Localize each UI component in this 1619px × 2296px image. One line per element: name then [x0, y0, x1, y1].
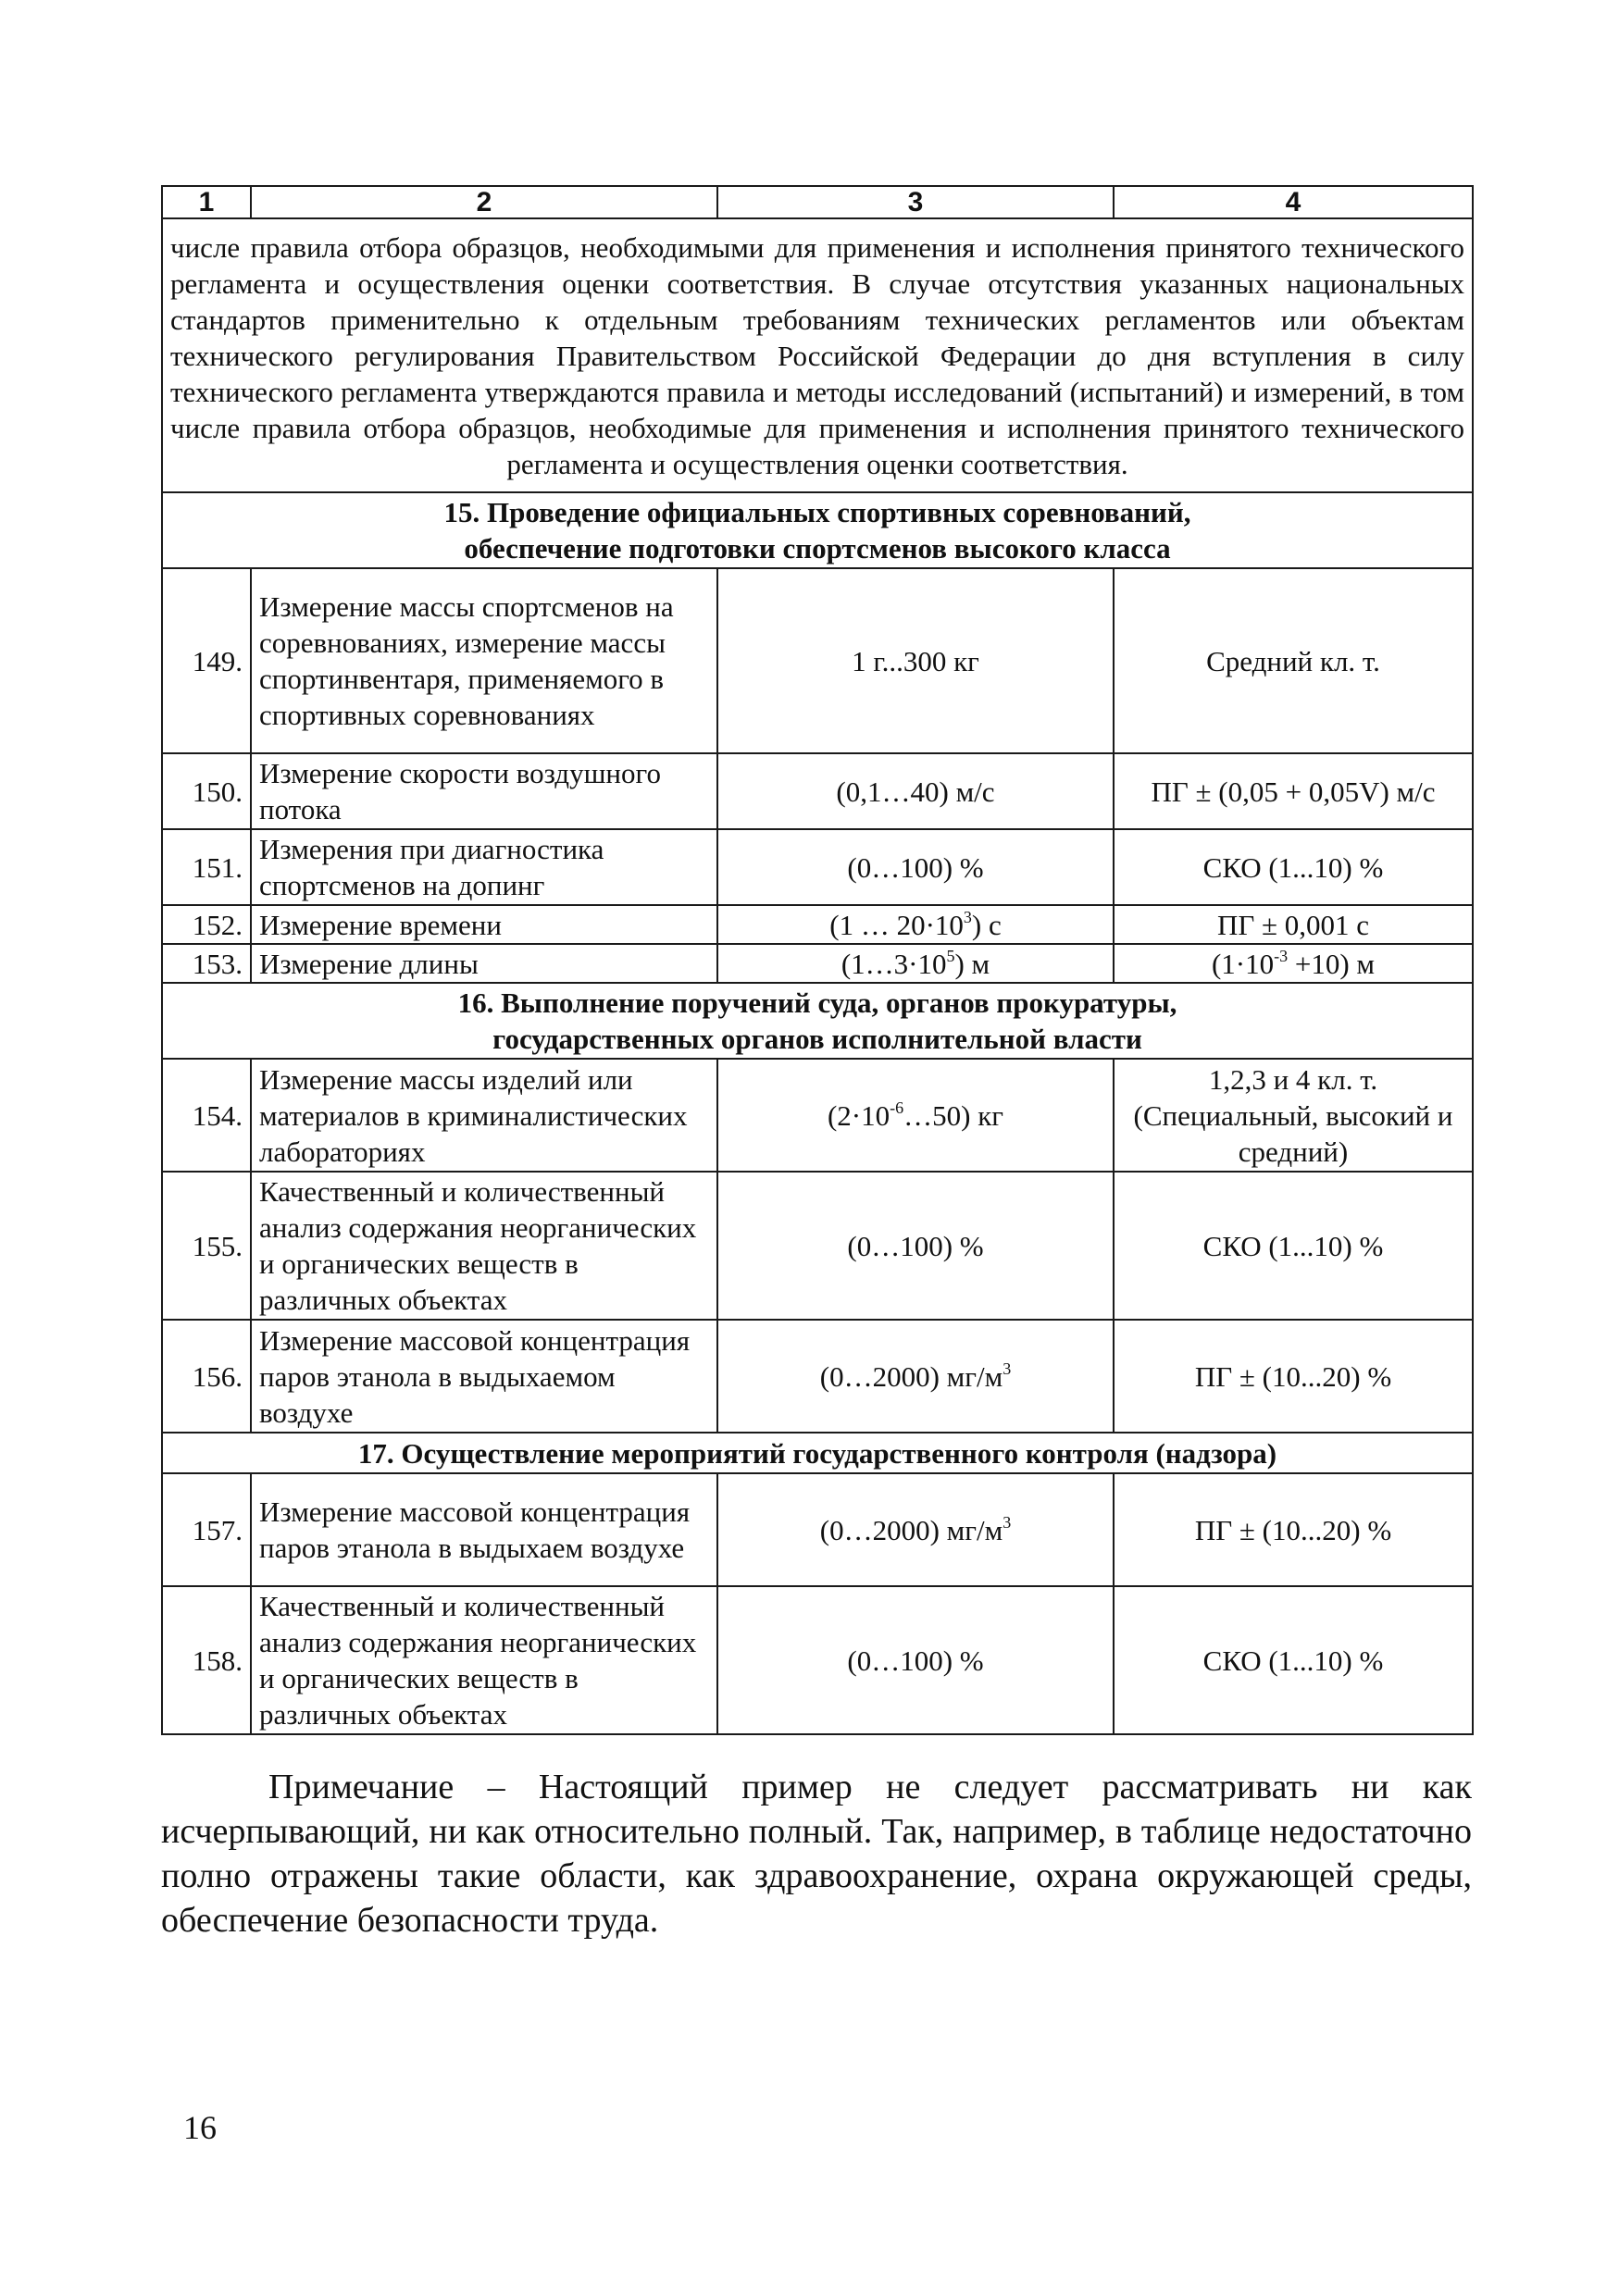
measurement-name: Измерение массы изделий или материалов в криминалистических лабораториях — [251, 1059, 717, 1172]
range-text: (0…2000) мг/м — [819, 1513, 1003, 1546]
section-title-line: обеспечение подготовки спортсменов высокого класса — [464, 532, 1171, 565]
section-heading — [162, 492, 1473, 568]
measurement-range: 1 г...300 кг — [717, 568, 1114, 753]
accuracy-text: (1·10 — [1211, 947, 1275, 980]
column-number: 4 — [1114, 186, 1473, 218]
table-row — [162, 1172, 1473, 1320]
table-row — [162, 1586, 1473, 1734]
row-number: 152. — [162, 905, 251, 944]
section-heading: 17. Осуществление мероприятий государственного контроля (надзора) — [162, 1433, 1473, 1473]
range-exponent: -6 — [890, 1098, 904, 1117]
section-title-line: 15. Проведение официальных спортивных соревнований, — [443, 496, 1191, 528]
range-text: (1 … 20·10 — [829, 908, 964, 941]
accuracy: ПГ ± 0,001 с — [1114, 905, 1473, 944]
row-number: 149. — [162, 568, 251, 753]
column-number: 2 — [251, 186, 717, 218]
measurement-name: Измерение массовой концентрация паров этанола в выдыхаемом воздухе — [251, 1320, 717, 1433]
table-row — [162, 753, 1473, 829]
table-row — [162, 1473, 1473, 1586]
continuation-row — [162, 218, 1473, 492]
table-row — [162, 1320, 1473, 1433]
range-text: ) с — [971, 908, 1002, 941]
note-paragraph: Примечание – Настоящий пример не следует рассматривать ни как исчерпывающий, ни как относительно полный. Так, например, в таблице недостаточно полно отражены такие области, как здравоохранение, охрана окружающей среды, обеспечение безопасности труда. — [161, 1768, 1472, 1940]
accuracy: ПГ ± (10...20) % — [1114, 1473, 1473, 1586]
table-row — [162, 568, 1473, 753]
measurement-range — [717, 1059, 1114, 1172]
accuracy-line: 1,2,3 и 4 кл. т. — [1208, 1062, 1378, 1096]
range-text: (1…3·10 — [841, 947, 947, 980]
measurement-name: Измерение массовой концентрация паров этанола в выдыхаем воздухе — [251, 1473, 717, 1586]
column-number: 3 — [717, 186, 1114, 218]
row-number: 153. — [162, 944, 251, 983]
accuracy-line: (Специальный, высокий и средний) — [1133, 1098, 1453, 1168]
measurement-range — [717, 944, 1114, 983]
row-number: 156. — [162, 1320, 251, 1433]
measurement-name: Измерение длины — [251, 944, 717, 983]
measurement-name: Измерение времени — [251, 905, 717, 944]
column-number-row — [162, 186, 1473, 218]
measurement-name: Качественный и количественный анализ содержания неорганических и органических веществ в различных объектах — [251, 1586, 717, 1734]
range-exponent: 3 — [1003, 1512, 1012, 1532]
range-exponent: 5 — [946, 946, 955, 965]
measurement-name: Измерение массы спортсменов на соревнованиях, измерение массы спортинвентаря, применяемого в спортивных соревнованиях — [251, 568, 717, 753]
measurement-name: Измерение скорости воздушного потока — [251, 753, 717, 829]
row-number: 158. — [162, 1586, 251, 1734]
accuracy: ПГ ± (0,05 + 0,05V) м/с — [1114, 753, 1473, 829]
accuracy-exponent: -3 — [1274, 946, 1289, 965]
table-row — [162, 1059, 1473, 1172]
measurement-name: Измерения при диагностика спортсменов на допинг — [251, 829, 717, 905]
range-text: (0…2000) мг/м — [819, 1359, 1003, 1393]
section-heading-row — [162, 1433, 1473, 1473]
range-text: (2·10 — [827, 1098, 890, 1132]
section-heading — [162, 983, 1473, 1059]
document-body — [161, 185, 1472, 1978]
table-row — [162, 829, 1473, 905]
page-number: 16 — [183, 2109, 217, 2146]
accuracy: Средний кл. т. — [1114, 568, 1473, 753]
measurement-range — [717, 1473, 1114, 1586]
accuracy — [1114, 1059, 1473, 1172]
table-row — [162, 944, 1473, 983]
accuracy: ПГ ± (10...20) % — [1114, 1320, 1473, 1433]
range-text: ) м — [954, 947, 990, 980]
accuracy: СКО (1...10) % — [1114, 1172, 1473, 1320]
accuracy-text: +10) м — [1288, 947, 1376, 980]
continuation-text: числе правила отбора образцов, необходимыми для применения и исполнения принятого технического регламента и осуществления оценки соответствия. В случае отсутствия указанных национальных стандартов применительно к отдельным требованиям технических регламентов или объектам технического регулирования Правительством Российской Федерации до дня вступления в силу технического регламента утверждаются правила и методы исследований (испытаний) и измерений, в том числе правила отбора образцов, необходимые для применения и исполнения принятого технического регламента и осуществления оценки соответствия. — [162, 218, 1473, 492]
measurement-range — [717, 905, 1114, 944]
column-number: 1 — [162, 186, 251, 218]
range-exponent: 3 — [1003, 1359, 1012, 1378]
accuracy — [1114, 944, 1473, 983]
measurement-range — [717, 1320, 1114, 1433]
section-title-line: государственных органов исполнительной власти — [492, 1023, 1142, 1055]
section-heading-row — [162, 492, 1473, 568]
row-number: 154. — [162, 1059, 251, 1172]
row-number: 151. — [162, 829, 251, 905]
range-text: …50) кг — [903, 1098, 1003, 1132]
measurement-table — [161, 185, 1474, 1735]
section-title-line: 16. Выполнение поручений суда, органов прокуратуры, — [457, 987, 1177, 1019]
measurement-name: Качественный и количественный анализ содержания неорганических и органических веществ в различных объектах — [251, 1172, 717, 1320]
accuracy: СКО (1...10) % — [1114, 1586, 1473, 1734]
measurement-range: (0,1…40) м/с — [717, 753, 1114, 829]
row-number: 155. — [162, 1172, 251, 1320]
measurement-range: (0…100) % — [717, 1172, 1114, 1320]
section-heading-row — [162, 983, 1473, 1059]
table-row — [162, 905, 1473, 944]
accuracy: СКО (1...10) % — [1114, 829, 1473, 905]
measurement-range: (0…100) % — [717, 829, 1114, 905]
row-number: 150. — [162, 753, 251, 829]
row-number: 157. — [162, 1473, 251, 1586]
measurement-range: (0…100) % — [717, 1586, 1114, 1734]
range-exponent: 3 — [963, 907, 972, 926]
